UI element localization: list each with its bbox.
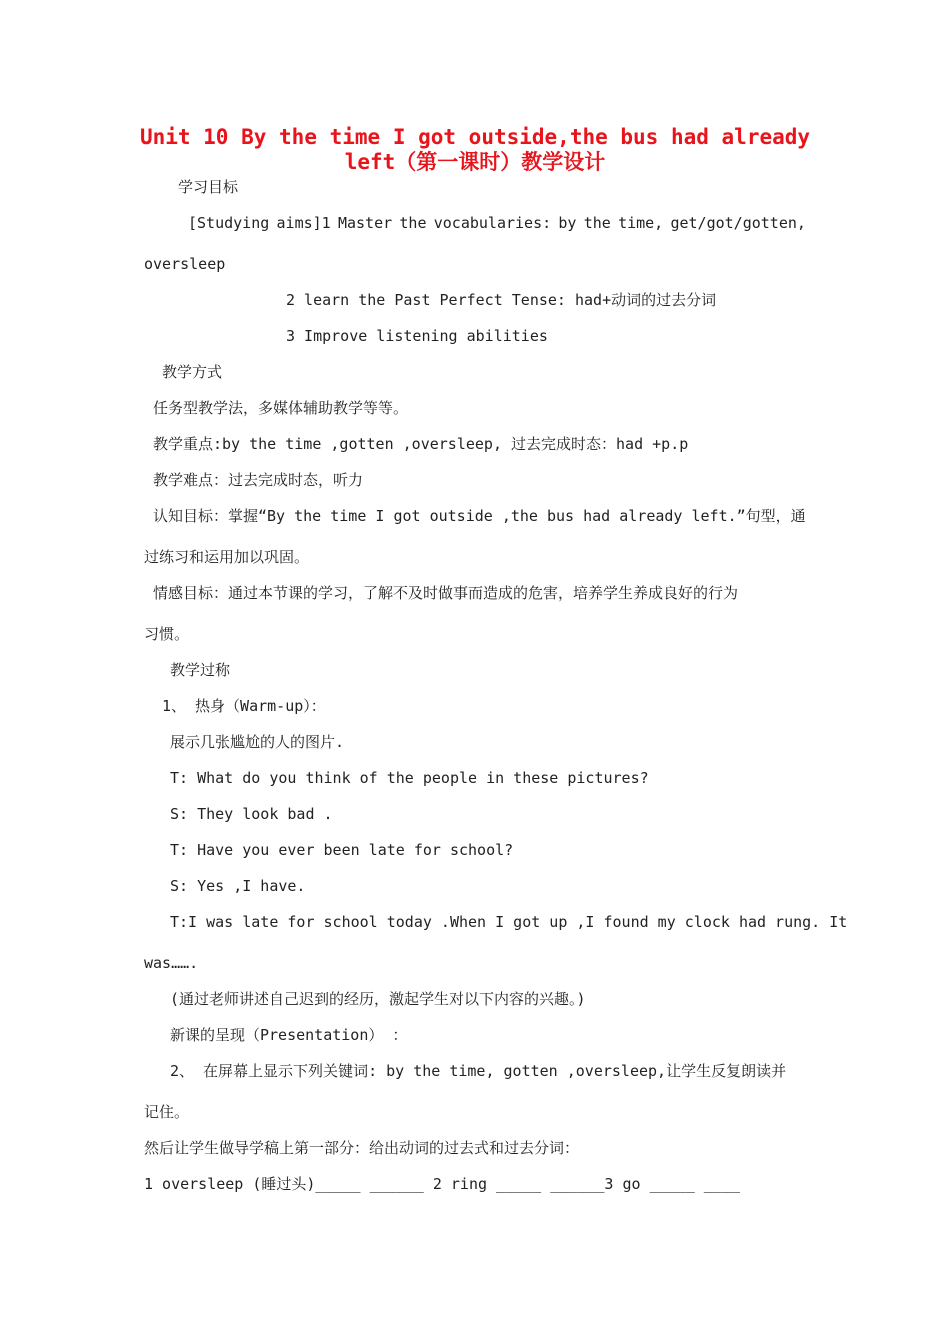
emotion-goal: 情感目标：通过本节课的学习，了解不及时做事而造成的危害，培养学生养成良好的行为 (153, 584, 739, 602)
worksheet-instruction: 然后让学生做导学稿上第一部分：给出动词的过去式和过去分词： (144, 1139, 580, 1157)
dialogue-line: S: They look bad . (170, 805, 333, 823)
dialogue-line: S: Yes ,I have. (170, 877, 306, 895)
aims-word: vocabularies: (433, 214, 552, 232)
emotion-goal-continued: 习惯。 (144, 625, 190, 643)
aims-word: by (558, 214, 577, 232)
dialogue-line: T:I was late for school today .When I got up ,I found my clock had rung. It (170, 913, 848, 931)
dialogue-line: T: Have you ever been late for school? (170, 841, 514, 859)
aims-word: get/got/gotten, (670, 214, 806, 232)
aims-word: the (399, 214, 427, 232)
key-points: 教学重点:by the time ,gotten ,oversleep, 过去完成时态：had +p.p (153, 435, 689, 453)
difficulties: 教学难点：过去完成时态，听力 (153, 471, 364, 489)
aims-line-1 (188, 213, 806, 233)
aims-word: [Studying (188, 214, 270, 232)
presentation-heading: 新课的呈现（Presentation） ： (170, 1026, 408, 1044)
step-2-keywords: 2、 在屏幕上显示下列关键词: by the time, gotten ,oversleep,让学生反复朗读并 (170, 1062, 787, 1080)
aims-word: the (583, 214, 611, 232)
aims-line-1-continued: oversleep (144, 255, 226, 273)
aims-word: Master (337, 214, 393, 232)
cognitive-goal-continued: 过练习和运用加以巩固。 (144, 548, 310, 566)
cognitive-goal: 认知目标：掌握“By the time I got outside ,the bus had already left.”句型，通 (153, 507, 806, 525)
aims-word: aims]1 (276, 214, 331, 232)
step-2-keywords-continued: 记住。 (144, 1103, 190, 1121)
aims-word: time, (618, 214, 664, 232)
methods-heading: 教学方式 (162, 363, 223, 381)
teacher-note: (通过老师讲述自己迟到的经历，激起学生对以下内容的兴趣。) (170, 990, 586, 1008)
verb-forms-exercise: 1 oversleep (睡过头)_____ ______ 2 ring _____ ______3 go _____ ____ (144, 1175, 740, 1193)
aims-line-2: 2 learn the Past Perfect Tense: had+动词的过去分词 (286, 291, 717, 309)
dialogue-line-continued: was……. (144, 954, 199, 972)
goals-heading: 学习目标 (178, 178, 239, 196)
aims-line-3: 3 Improve listening abilities (286, 327, 548, 345)
step-1-warm-up: 1、 热身（Warm-up）： (162, 697, 326, 715)
document-title-line-1: Unit 10 By the time I got outside,the bus had already (139, 125, 811, 149)
methods-text: 任务型教学法，多媒体辅助教学等等。 (153, 399, 409, 417)
show-pictures: 展示几张尴尬的人的图片. (170, 733, 345, 751)
document-title-line-2: left（第一课时）教学设计 (344, 150, 606, 174)
process-heading: 教学过称 (170, 661, 231, 679)
dialogue-line: T: What do you think of the people in these pictures? (170, 769, 649, 787)
